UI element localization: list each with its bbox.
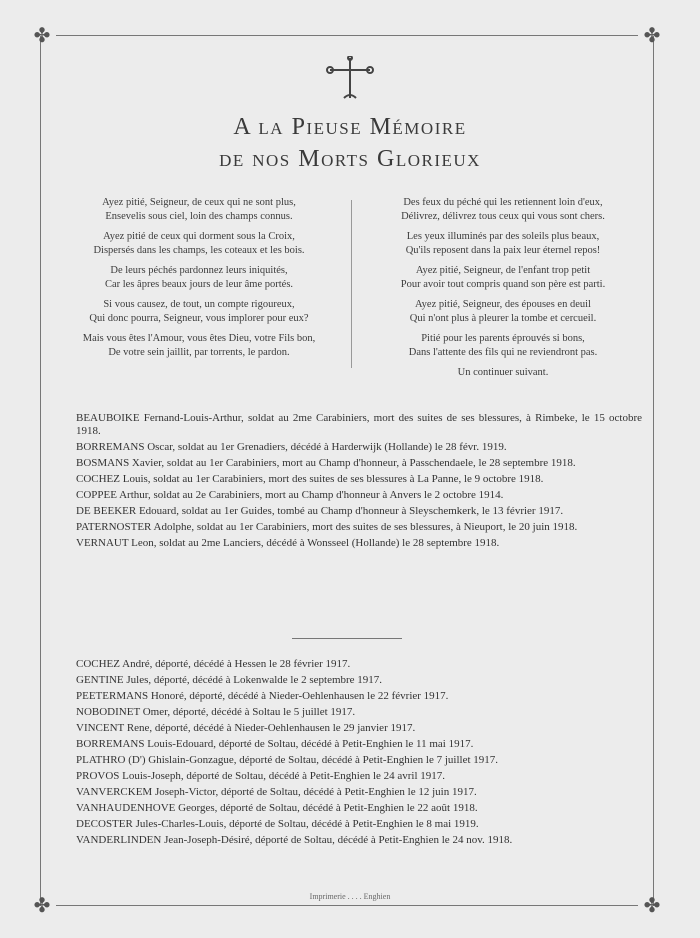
poem-left-column (58, 196, 340, 366)
corner-ornament-icon: ✤ (33, 895, 51, 917)
list-item: PEETERMANS Honoré, déporté, décédé à Nieder-Oehlenhausen le 22 février 1917. (76, 689, 449, 702)
poem-line: Délivrez, délivrez tous ceux qui vous sont chers. (401, 210, 605, 222)
poem-line: Qui donc pourra, Seigneur, vous implorer pour eux? (89, 312, 309, 324)
list-item: NOBODINET Omer, déporté, décédé à Soltau le 5 juillet 1917. (76, 705, 356, 718)
corner-ornament-icon: ✤ (643, 895, 661, 917)
list-item: BEAUBOIKE Fernand-Louis-Arthur, soldat au 2me Carabiniers, mort des suites de ses blessures, à Rimbeke, le 15 octobre 1918. (76, 412, 642, 437)
poem-line: Un continuer suivant. (457, 367, 549, 378)
section-divider (292, 638, 402, 639)
deportees-list (76, 658, 642, 850)
list-item: VANVERCKEM Joseph-Victor, déporté de Soltau, décédé à Petit-Enghien le 12 juin 1917. (76, 785, 477, 798)
poem-line: Ayez pitié, Seigneur, de ceux qui ne sont plus, (102, 197, 296, 208)
list-item: BORREMANS Louis-Edouard, déporté de Soltau, décédé à Petit-Enghien le 11 mai 1917. (76, 737, 474, 750)
list-item: BOSMANS Xavier, soldat au 1er Carabiniers, mort au Champ d'honneur, à Passchendaele, le 28 septembre 1918. (76, 456, 576, 469)
poem-line: Pitié pour les parents éprouvés si bons, (421, 333, 585, 344)
corner-ornament-icon: ✤ (643, 25, 661, 47)
poem-line: Les yeux illuminés par des soleils plus beaux, (406, 231, 600, 242)
list-item: PROVOS Louis-Joseph, déporté de Soltau, décédé à Petit-Enghien le 24 avril 1917. (76, 769, 446, 782)
poem-line: Ayez pitié de ceux qui dorment sous la Croix, (103, 231, 295, 242)
poem-line: Si vous causez, de tout, un compte rigoureux, (103, 299, 295, 310)
poem-line: Ayez pitié, Seigneur, de l'enfant trop petit (415, 265, 591, 276)
poem-line: De votre sein jaillit, par torrents, le pardon. (108, 346, 290, 358)
poem-line: Qu'ils reposent dans la paix leur éternel repos! (405, 244, 601, 256)
poem-line: De leurs péchés pardonnez leurs iniquités, (110, 265, 288, 276)
poem-line: Dans l'attente des fils qui ne reviendront pas. (408, 346, 598, 358)
poem-right-column (362, 196, 644, 387)
poem-line: Dispersés dans les champs, les coteaux et les bois. (93, 244, 305, 256)
list-item: PATERNOSTER Adolphe, soldat au 1er Carabiniers, mort des suites de ses blessures, à Nieuport, le 20 juin 1918. (76, 520, 578, 533)
corner-ornament-icon: ✤ (33, 25, 51, 47)
page-subtitle: de nos Morts Glorieux (219, 146, 481, 172)
poem-line: Des feux du péché qui les retiennent loin d'eux, (403, 197, 603, 208)
list-item: BORREMANS Oscar, soldat au 1er Grenadiers, décédé à Harderwijk (Hollande) le 28 févr. 1919. (76, 440, 507, 453)
list-item: VERNAUT Leon, soldat au 2me Lanciers, décédé à Wonsseel (Hollande) le 28 septembre 1918. (76, 536, 500, 549)
poem-line: Ensevelis sous ciel, loin des champs connus. (105, 210, 293, 222)
frame-bottom-rule (56, 905, 638, 906)
poem-line: Mais vous êtes l'Amour, vous êtes Dieu, votre Fils bon, (82, 333, 316, 344)
list-item: COCHEZ André, déporté, décédé à Hessen le 28 février 1917. (76, 658, 351, 670)
list-item: DECOSTER Jules-Charles-Louis, déporté de Soltau, décédé à Petit-Enghien le 8 mai 1919. (76, 817, 479, 830)
page-title: A la Pieuse Mémoire (233, 114, 467, 140)
list-item: COCHEZ Louis, soldat au 1er Carabiniers, mort des suites de ses blessures à La Panne, le 9 octobre 1918. (76, 472, 544, 485)
list-item: VANDERLINDEN Jean-Joseph-Désiré, déporté de Soltau, décédé à Petit-Enghien le 24 nov. 1918. (76, 833, 513, 846)
poem-line: Ayez pitié, Seigneur, des épouses en deuil (415, 299, 591, 310)
list-item: DE BEEKER Edouard, soldat au 1er Guides, tombé au Champ d'honneur à Sleyschemkerk, le 13 février 1917. (76, 504, 564, 517)
printer-imprint: Imprimerie . . . . Enghien (309, 892, 391, 901)
list-item: GENTINE Jules, déporté, décédé à Lokenwalde le 2 septembre 1917. (76, 673, 383, 686)
poem-divider (351, 200, 352, 368)
cross-icon (322, 56, 378, 100)
list-item: VANHAUDENHOVE Georges, déporté de Soltau, décédé à Petit-Enghien le 22 août 1918. (76, 801, 478, 814)
poem-line: Car les âpres beaux jours de leur âme portés. (104, 278, 294, 290)
poem-line: Qui n'ont plus à pleurer la tombe et cercueil. (409, 312, 597, 324)
poem-line: Pour avoir tout compris quand son père est parti. (400, 278, 606, 290)
soldiers-list (76, 412, 642, 553)
list-item: VINCENT Rene, déporté, décédé à Nieder-Oehlenhausen le 29 janvier 1917. (76, 721, 416, 734)
list-item: COPPEE Arthur, soldat au 2e Carabiniers, mort au Champ d'honneur à Anvers le 2 octobre 1914. (76, 488, 504, 501)
list-item: PLATHRO (D') Ghislain-Gonzague, déporté de Soltau, décédé à Petit-Enghien le 7 juillet 1917. (76, 753, 499, 766)
frame-top-rule (56, 35, 638, 36)
